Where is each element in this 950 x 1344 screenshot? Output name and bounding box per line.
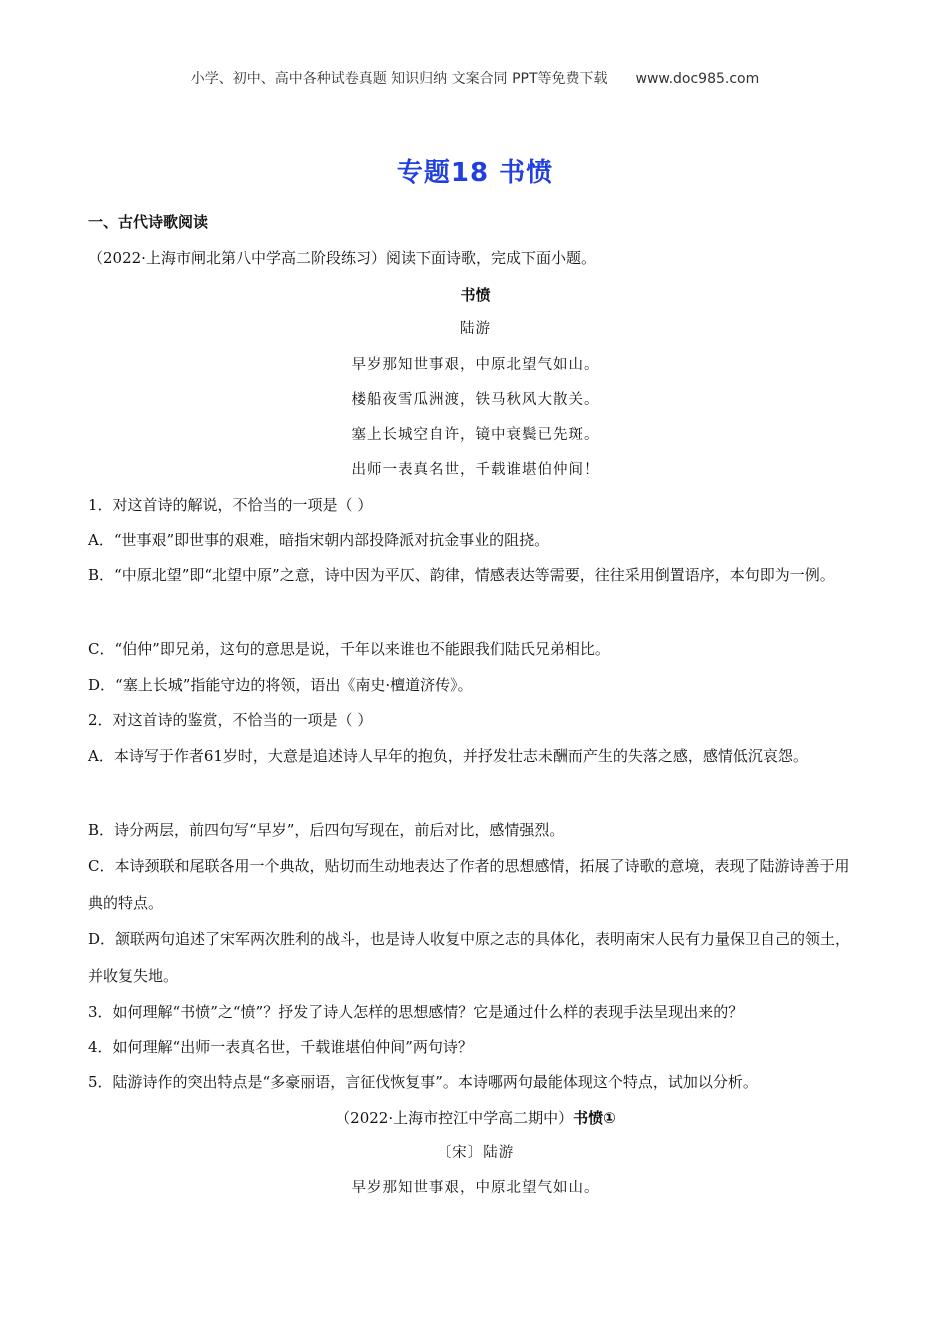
poem1-line: 出师一表真名世，千载谁堪伯仲间！: [351, 462, 600, 478]
poem1-line: 楼船夜雪瓜洲渡，铁马秋风大散关。: [351, 392, 600, 408]
poem2-author: 〔宋〕陆游: [436, 1145, 515, 1161]
poem2-title: 书愤①: [573, 1109, 616, 1127]
question-2-option-c: C．本诗颈联和尾联各用一个典故，贴切而生动地表达了作者的思想感情，拓展了诗歌的意境，表现了陆游诗善于用典的特点。: [88, 857, 850, 912]
question-2-option-a: A．本诗写于作者61岁时，大意是追述诗人早年的抱负，并抒发壮志未酬而产生的失落之感，感情低沉哀怨。: [88, 747, 808, 765]
poem1-title: 书愤: [460, 286, 491, 304]
question-4: 4．如何理解“出师一表真名世，千载谁堪伯仲间”两句诗？: [88, 1038, 473, 1056]
question-3: 3．如何理解“书愤”之“愤”？抒发了诗人怎样的思想感情？它是通过什么样的表现手法呈现出来的？: [88, 1003, 744, 1021]
question-2-option-d: D．颔联两句追述了宋军两次胜利的战斗，也是诗人收复中原之志的具体化，表明南宋人民有力量保卫自己的领土，并收复失地。: [88, 930, 851, 985]
source-note-2-prefix: （2022·上海市控江中学高二期中）: [335, 1109, 574, 1127]
poem1-line: 塞上长城空自许，镜中衰鬓已先斑。: [351, 427, 600, 443]
poem1-author: 陆游: [460, 321, 491, 337]
document-title: 专题18 书愤: [396, 158, 554, 188]
question-5: 5．陆游诗作的突出特点是“多豪丽语，言征伐恢复事”。本诗哪两句最能体现这个特点，试加以分析。: [88, 1073, 758, 1091]
section-heading: 一、古代诗歌阅读: [88, 213, 209, 231]
source-note-2: [88, 1108, 863, 1128]
question-1-option-c: C．“伯仲”即兄弟，这句的意思是说，千年以来谁也不能跟我们陆氏兄弟相比。: [88, 640, 610, 658]
question-1: 1．对这首诗的解说，不恰当的一项是（ ）: [88, 496, 373, 514]
question-2: 2．对这首诗的鉴赏，不恰当的一项是（ ）: [88, 711, 373, 729]
question-2-option-b: B．诗分两层，前四句写“早岁”，后四句写现在，前后对比，感情强烈。: [88, 821, 565, 839]
question-1-option-b: B．“中原北望”即“北望中原”之意，诗中因为平仄、韵律，情感表达等需要，往往采用倒置语序，本句即为一例。: [88, 566, 835, 584]
poem1-line: 早岁那知世事艰，中原北望气如山。: [351, 357, 600, 373]
header-site[interactable]: www.doc985.com: [635, 71, 760, 87]
question-1-option-a: A．“世事艰”即世事的艰难，暗指宋朝内部投降派对抗金事业的阻挠。: [88, 531, 550, 549]
question-1-option-d: D．“塞上长城”指能守边的将领，语出《南史·檀道济传》。: [88, 676, 473, 694]
source-note-1: （2022·上海市闸北第八中学高二阶段练习）阅读下面诗歌，完成下面小题。: [88, 249, 596, 267]
header-text: 小学、初中、高中各种试卷真题 知识归纳 文案合同 PPT等免费下载: [190, 71, 608, 87]
poem2-line: 早岁那知世事艰，中原北望气如山。: [351, 1180, 600, 1196]
page-header: [0, 68, 950, 88]
